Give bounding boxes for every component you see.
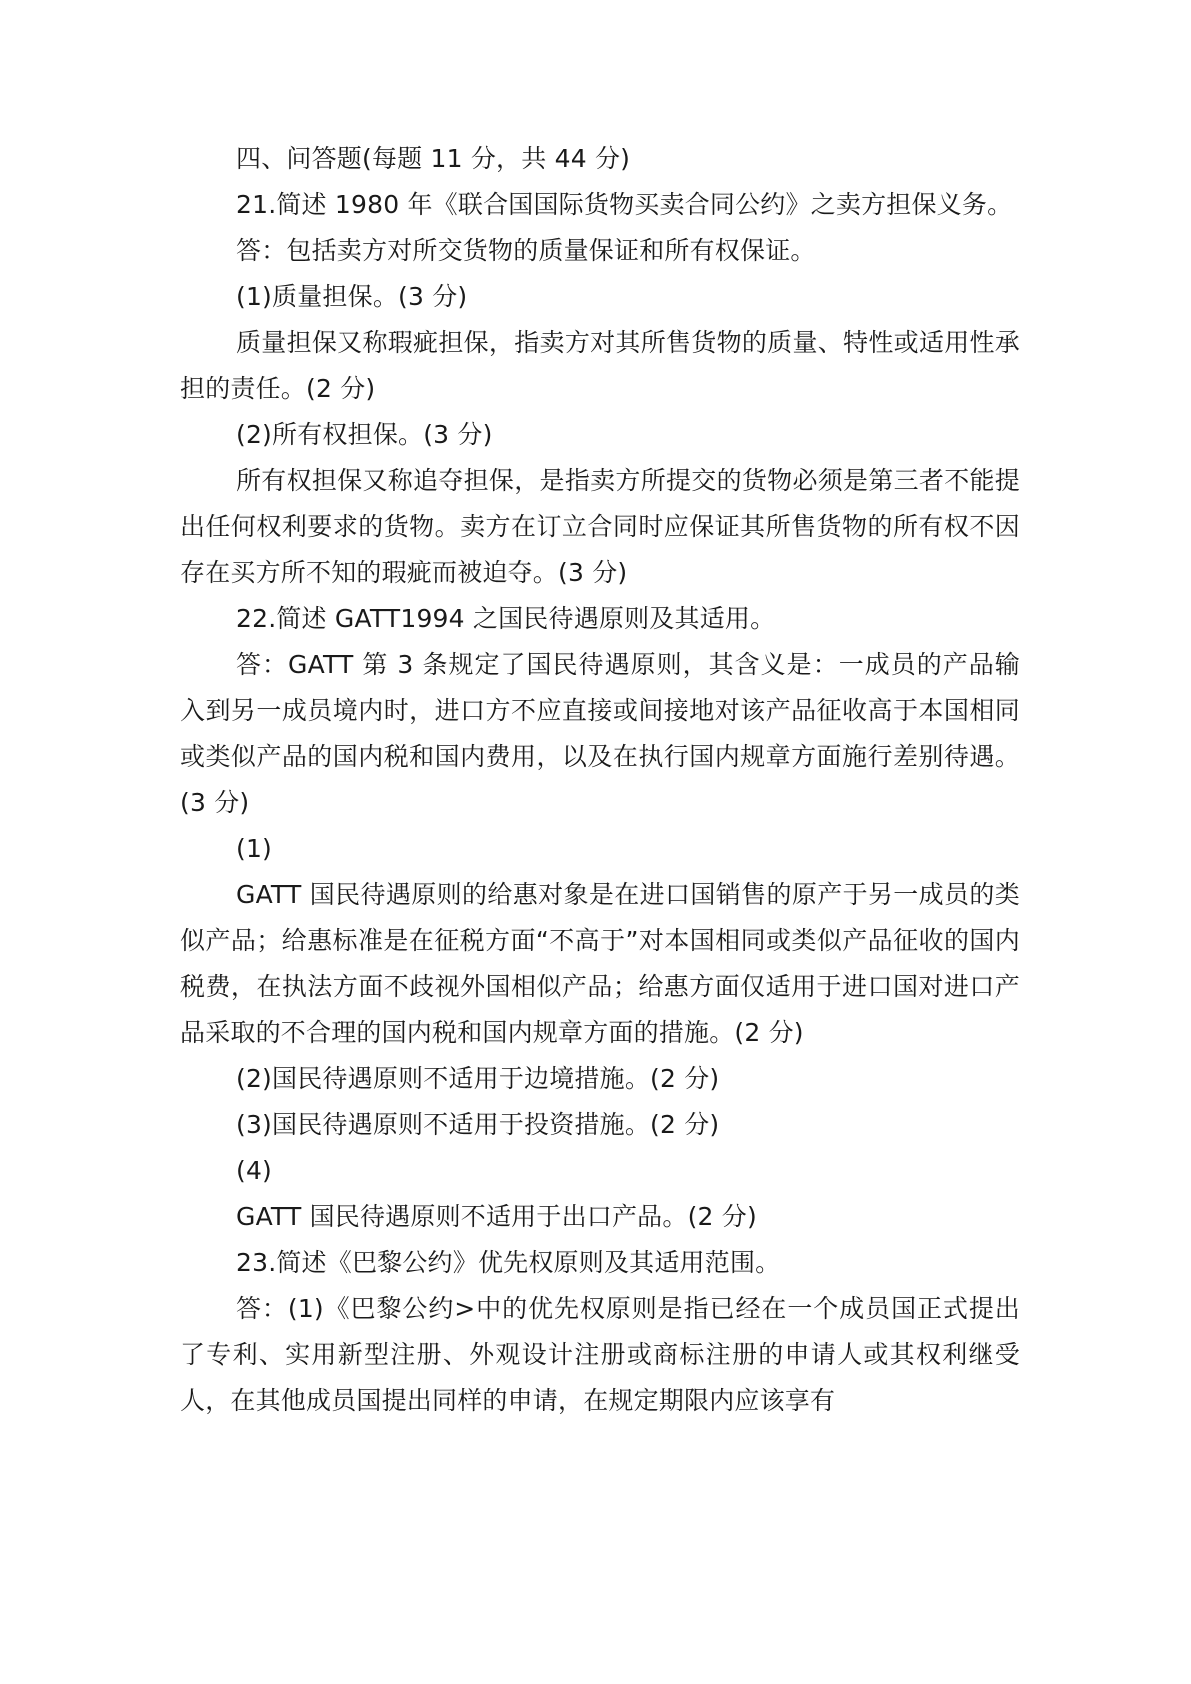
answer-22-point-1-marker: (1) (236, 834, 273, 863)
answer-22-intro: 答：GATT 第 3 条规定了国民待遇原则，其含义是：一成员的产品输入到另一成员境内时，进口方不应直接或间接地对该产品征收高于本国相同或类似产品的国内税和国内费用，以及在执行国内规章方面施行差别待遇。(3 分) (180, 650, 1020, 817)
answer-21-point-1-detail: 质量担保又称瑕疵担保，指卖方对其所售货物的质量、特性或适用性承担的责任。(2 分) (180, 328, 1020, 403)
answer-23-point-1: 答：(1)《巴黎公约>中的优先权原则是指已经在一个成员国正式提出了专利、实用新型注册、外观设计注册或商标注册的申请人或其权利继受人，在其他成员国提出同样的申请，在规定期限内应该享有 (180, 1294, 1020, 1415)
question-21: 21.简述 1980 年《联合国国际货物买卖合同公约》之卖方担保义务。 (236, 190, 1013, 219)
answer-21-intro: 答：包括卖方对所交货物的质量保证和所有权保证。 (236, 236, 816, 265)
answer-22-point-2: (2)国民待遇原则不适用于边境措施。(2 分) (236, 1064, 720, 1093)
answer-22-point-4-detail: GATT 国民待遇原则不适用于出口产品。(2 分) (236, 1202, 757, 1231)
question-22: 22.简述 GATT1994 之国民待遇原则及其适用。 (236, 604, 776, 633)
document-page (180, 136, 1020, 1424)
answer-21-point-1: (1)质量担保。(3 分) (236, 282, 468, 311)
answer-22-point-1-detail: GATT 国民待遇原则的给惠对象是在进口国销售的原产于另一成员的类似产品；给惠标准是在征税方面“不高于”对本国相同或类似产品征收的国内税费，在执法方面不歧视外国相似产品；给惠方面仅适用于进口国对进口产品采取的不合理的国内税和国内规章方面的措施。(2 分) (180, 880, 1020, 1047)
question-23: 23.简述《巴黎公约》优先权原则及其适用范围。 (236, 1248, 781, 1277)
answer-21-point-2-detail: 所有权担保又称追夺担保，是指卖方所提交的货物必须是第三者不能提出任何权利要求的货物。卖方在订立合同时应保证其所售货物的所有权不因存在买方所不知的瑕疵而被迫夺。(3 分) (180, 466, 1020, 587)
section-heading: 四、问答题(每题 11 分，共 44 分) (236, 144, 631, 173)
answer-22-point-4-marker: (4) (236, 1156, 273, 1185)
answer-22-point-3: (3)国民待遇原则不适用于投资措施。(2 分) (236, 1110, 720, 1139)
answer-21-point-2: (2)所有权担保。(3 分) (236, 420, 493, 449)
